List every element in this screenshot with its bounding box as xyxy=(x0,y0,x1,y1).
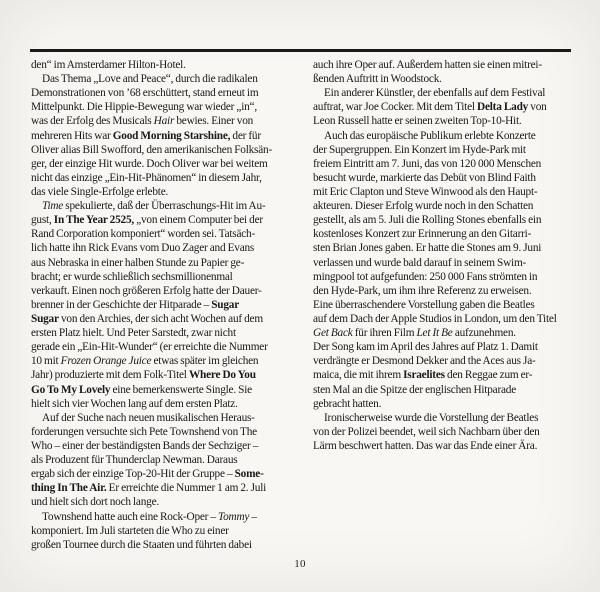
body-text: ergab sich der einzige Top-20-Hit der Gruppe – xyxy=(31,468,235,481)
text-line xyxy=(31,171,312,185)
body-text: Jahr) produzierte mit dem Folk-Titel xyxy=(31,369,189,382)
text-line xyxy=(31,157,312,171)
text-line xyxy=(313,227,596,241)
bold-text: Good Morning Starshine, xyxy=(112,129,231,142)
left-text-column xyxy=(31,58,312,552)
body-text: von xyxy=(528,101,547,114)
body-text: forderungen versuchte sich Pete Townshend von The xyxy=(31,425,257,438)
body-text: Ironischerweise wurde die Vorstellung der Beatles xyxy=(324,411,539,424)
body-text: akteuren. Dieser Erfolg wurde noch in den Schatten xyxy=(313,200,534,213)
text-line xyxy=(31,524,312,538)
text-line xyxy=(313,100,596,114)
text-line xyxy=(313,340,596,354)
body-text: spekulierte, daß der Überraschungs-Hit im Au- xyxy=(63,200,266,213)
text-line xyxy=(31,439,312,453)
text-line xyxy=(31,495,312,509)
text-line xyxy=(313,86,596,100)
body-text: Demonstrationen von ’68 erschüttert, stand erneut im xyxy=(31,87,259,100)
text-line xyxy=(31,368,312,382)
body-text: den“ im Amsterdamer Hilton-Hotel. xyxy=(31,59,186,71)
text-line xyxy=(313,171,596,185)
body-text: – xyxy=(249,510,257,523)
body-text: Eine überraschendere Vorstellung gaben die Beatles xyxy=(313,298,535,311)
text-line xyxy=(31,114,312,128)
body-text: kostenloses Konzert zur Erinnerung an den Gitarri- xyxy=(313,228,532,241)
body-text: ger, der einzige Hit wurde. Doch Oliver war bei weitem xyxy=(31,157,268,170)
text-line xyxy=(313,298,596,312)
body-text: Leon Russell hatte er seinen zweiten Top-10-Hit. xyxy=(313,115,522,128)
body-text: für ihren Film xyxy=(352,327,417,340)
italic-text: Get Back xyxy=(313,327,353,340)
italic-text: Let It Be xyxy=(416,327,453,340)
body-text: komponiert. Im Juli starteten die Who zu einer xyxy=(31,524,229,537)
text-line xyxy=(31,129,312,143)
body-text: gust, xyxy=(31,214,54,227)
right-text-column xyxy=(313,58,596,453)
bold-text: thing In The Air. xyxy=(31,482,107,495)
text-line xyxy=(31,270,312,284)
body-text: was der Erfolg des Musicals xyxy=(31,115,154,128)
text-line xyxy=(31,241,312,255)
body-text: mit Eric Clapton und Steve Winwood als den Haupt- xyxy=(313,185,538,198)
body-text: 10 mit xyxy=(31,355,61,368)
bold-text: Sugar xyxy=(31,312,59,325)
body-text: „von einem Computer bei der xyxy=(133,214,263,227)
italic-text: Time xyxy=(42,200,64,213)
body-text: eine bemerkenswerte Single. Sie xyxy=(110,383,252,396)
body-text: gebracht hatten. xyxy=(313,397,382,410)
text-line xyxy=(31,227,312,241)
body-text: den Hyde-Park, um ihm ihre Referenz zu erweisen. xyxy=(313,284,532,297)
bold-text: In The Year 2525, xyxy=(53,214,134,227)
body-text: verdrängte er Desmond Dekker and the Aces aus Ja- xyxy=(313,355,536,368)
body-text: nicht das einzige „Ein-Hit-Phänomen“ in diesem Jahr, xyxy=(31,171,262,184)
text-line xyxy=(313,425,596,439)
body-text: mingpool tot aufgefunden: 250 000 Fans strömten in xyxy=(313,270,538,283)
text-line xyxy=(31,298,312,312)
body-text: etwas später im gleichen xyxy=(151,355,259,368)
text-line xyxy=(31,86,312,100)
body-text: auch ihre Oper auf. Außerdem hatten sie einen mitrei- xyxy=(313,59,542,71)
italic-text: Hair xyxy=(153,115,175,128)
body-text: aufzunehmen. xyxy=(452,327,516,340)
body-text: bewies. Einer von xyxy=(174,115,254,128)
body-text: verlassen und wurde bald darauf in seinem Swim- xyxy=(313,256,527,269)
text-line xyxy=(31,481,312,495)
text-line xyxy=(313,199,596,213)
text-line xyxy=(313,397,596,411)
bold-text: Some- xyxy=(234,468,264,481)
body-text: Who – einer der beständigsten Bands der Sechziger – xyxy=(31,439,259,452)
body-text: Der Song kam im April des Jahres auf Platz 1. Damit xyxy=(313,341,538,354)
bold-text: Sugar xyxy=(211,298,240,311)
text-line xyxy=(313,312,596,326)
body-text: gerade ein „Ein-Hit-Wunder“ (er erreichte die Nummer xyxy=(31,341,268,354)
text-line xyxy=(31,425,312,439)
text-line xyxy=(313,129,596,143)
body-text: aus Nebraska in einer halben Stunde zu Papier ge- xyxy=(31,256,245,269)
body-text: lich hatte ihn Rick Evans vom Duo Zager and Evans xyxy=(31,242,255,255)
text-line xyxy=(313,213,596,227)
text-line xyxy=(31,510,312,524)
text-line xyxy=(31,58,312,72)
body-text: sten Brian Jones gaben. Er hatte die Stones am 9. Juni xyxy=(313,242,542,255)
text-line xyxy=(313,58,596,72)
text-line xyxy=(313,185,596,199)
body-text: und hielt sich dort noch lange. xyxy=(31,496,159,509)
body-text: Rand Corporation komponiert“ worden sei. Tatsäch- xyxy=(31,228,256,241)
text-line xyxy=(313,157,596,171)
text-line xyxy=(313,439,596,453)
body-text: verkauft. Einen noch größeren Erfolg hatte der Dauer- xyxy=(31,284,262,297)
text-line xyxy=(31,199,312,213)
body-text: von der Polizei beendet, weil sich Nachbarn über den xyxy=(313,425,540,438)
text-line xyxy=(313,270,596,284)
bold-text: Israelites xyxy=(403,369,445,382)
text-line xyxy=(31,213,312,227)
body-text: bracht; er wurde schließlich sechsmillionenmal xyxy=(31,270,233,283)
text-line xyxy=(31,411,312,425)
text-line xyxy=(31,326,312,340)
body-text: Auf der Suche nach neuen musikalischen Heraus- xyxy=(42,411,255,424)
text-line xyxy=(313,256,596,270)
body-text: Townshend hatte auch eine Rock-Oper – xyxy=(42,510,219,523)
body-text: Das Thema „Love and Peace“, durch die radikalen xyxy=(42,73,258,86)
text-line xyxy=(31,538,312,552)
text-line xyxy=(313,354,596,368)
text-line xyxy=(31,312,312,326)
body-text: Mittelpunkt. Die Hippie-Bewegung war wieder „in“, xyxy=(31,101,257,114)
text-line xyxy=(313,72,596,86)
bold-text: Go To My Lovely xyxy=(31,383,111,396)
text-line xyxy=(313,143,596,157)
text-line xyxy=(31,397,312,411)
text-line xyxy=(313,241,596,255)
bold-text: Delta Lady xyxy=(477,101,529,114)
text-line xyxy=(31,453,312,467)
body-text: Lärm beschwert hatten. Das war das Ende einer Ära. xyxy=(313,439,538,452)
text-line xyxy=(313,368,596,382)
text-line xyxy=(31,185,312,199)
body-text: maica, die mit ihrem xyxy=(313,369,404,382)
text-line xyxy=(31,354,312,368)
text-line xyxy=(313,326,596,340)
body-text: der für xyxy=(230,129,261,142)
text-line xyxy=(31,284,312,298)
body-text: großen Tournee durch die Staaten und führten dabei xyxy=(31,538,252,551)
body-text: gestellt, als am 5. Juli die Rolling Stones ebenfalls ein xyxy=(313,214,542,227)
body-text: besucht wurde, markierte das Debüt von Blind Faith xyxy=(313,171,536,184)
body-text: von den Archies, der sich acht Wochen auf dem xyxy=(58,312,263,325)
body-text: freiem Eintritt am 7. Juni, das von 120 000 Menschen xyxy=(313,157,542,170)
body-text: Er erreichte die Nummer 1 am 2. Juli xyxy=(106,482,267,495)
text-line xyxy=(313,411,596,425)
body-text: als Produzent für Thunderclap Newman. Daraus xyxy=(31,454,238,467)
body-text: hielt sich vier Wochen lang auf dem ersten Platz. xyxy=(31,397,238,410)
body-text: das viele Single-Erfolge erlebte. xyxy=(31,185,169,198)
body-text: ßenden Auftritt in Woodstock. xyxy=(313,73,442,86)
text-line xyxy=(31,340,312,354)
body-text: Oliver alias Bill Swofford, den amerikanischen Folksän- xyxy=(31,143,272,156)
text-line xyxy=(31,100,312,114)
text-line xyxy=(313,383,596,397)
page-number: 10 xyxy=(294,558,306,570)
body-text: Ein anderer Künstler, der ebenfalls auf dem Festival xyxy=(324,87,546,100)
body-text: auftrat, war Joe Cocker. Mit dem Titel xyxy=(313,101,478,114)
body-text: brenner in der Geschichte der Hitparade – xyxy=(31,298,212,311)
body-text: mehreren Hits war xyxy=(31,129,113,142)
text-line xyxy=(31,467,312,481)
text-line xyxy=(31,143,312,157)
bold-text: Where Do You xyxy=(188,369,256,382)
italic-text: Tommy xyxy=(218,510,250,523)
body-text: Auch das europäische Publikum erlebte Konzerte xyxy=(324,129,536,142)
body-text: sten Mal an die Spitze der englischen Hitparade xyxy=(313,383,516,396)
text-line xyxy=(31,383,312,397)
text-line xyxy=(313,114,596,128)
body-text: den Reggae zum er- xyxy=(444,369,533,382)
body-text: auf dem Dach der Apple Studios in London, um den Titel xyxy=(313,312,557,325)
italic-text: Frozen Orange Juice xyxy=(60,355,152,368)
body-text: der Supergruppen. Ein Konzert im Hyde-Park mit xyxy=(313,143,526,156)
text-line xyxy=(313,284,596,298)
text-line xyxy=(31,72,312,86)
header-rule xyxy=(30,49,571,52)
body-text: ersten Platz hielt. Und Peter Sarstedt, zwar nicht xyxy=(31,327,236,340)
text-line xyxy=(31,256,312,270)
